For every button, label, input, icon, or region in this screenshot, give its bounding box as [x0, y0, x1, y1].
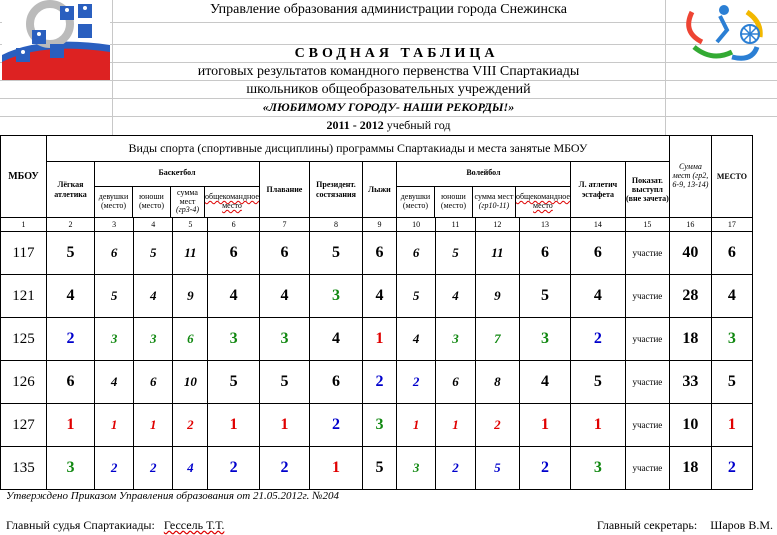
volleyball-boys-cell: 5 — [436, 232, 475, 275]
volleyball-girls-cell: 3 — [396, 447, 435, 490]
volleyball-overall-cell: 4 — [520, 361, 571, 404]
school-cell: 135 — [1, 447, 47, 490]
index-cell: 2 — [47, 218, 95, 232]
basketball-sum-cell: 9 — [173, 275, 208, 318]
place-cell: 5 — [711, 361, 752, 404]
demo-cell: участие — [625, 361, 669, 404]
volleyball-boys-cell: 4 — [436, 275, 475, 318]
col-swimming-header: Плавание — [259, 162, 309, 218]
skiing-cell: 5 — [362, 447, 396, 490]
table-row — [1, 318, 753, 361]
place-cell: 2 — [711, 447, 752, 490]
col-mbou-header: МБОУ — [1, 136, 47, 218]
skiing-cell: 3 — [362, 404, 396, 447]
demo-cell: участие — [625, 232, 669, 275]
index-row — [1, 218, 753, 232]
demo-cell: участие — [625, 318, 669, 361]
sports-caption: Виды спорта (спортивные дисциплины) программы Спартакиады и места занятые МБОУ — [47, 136, 670, 162]
volleyball-girls-cell: 5 — [396, 275, 435, 318]
demo-cell: участие — [625, 404, 669, 447]
swimming-cell: 2 — [259, 447, 309, 490]
place-cell: 1 — [711, 404, 752, 447]
relay-cell: 3 — [570, 447, 625, 490]
index-cell: 14 — [570, 218, 625, 232]
index-cell: 11 — [436, 218, 475, 232]
volleyball-overall-cell: 1 — [520, 404, 571, 447]
athletics-cell: 4 — [47, 275, 95, 318]
volleyball-overall-cell: 3 — [520, 318, 571, 361]
sum-cell: 18 — [669, 447, 711, 490]
basketball-boys-cell: 6 — [134, 361, 173, 404]
col-relay-header: Л. атлетич эстафета — [570, 162, 625, 218]
index-cell: 8 — [309, 218, 362, 232]
volleyball-girls-cell: 2 — [396, 361, 435, 404]
presidential-cell: 3 — [309, 275, 362, 318]
index-cell: 15 — [625, 218, 669, 232]
sum-cell: 33 — [669, 361, 711, 404]
index-cell: 9 — [362, 218, 396, 232]
basketball-sum-header: сумма мест (гр3-4) — [171, 187, 205, 217]
basketball-overall-cell: 3 — [208, 318, 260, 361]
school-cell: 125 — [1, 318, 47, 361]
place-cell: 3 — [711, 318, 752, 361]
table-row — [1, 275, 753, 318]
presidential-cell: 5 — [309, 232, 362, 275]
basketball-sum-cell: 4 — [173, 447, 208, 490]
document-subtitle-2: школьников общеобразовательных учреждений — [246, 82, 531, 97]
volleyball-boys-cell: 6 — [436, 361, 475, 404]
swimming-cell: 5 — [259, 361, 309, 404]
volleyball-boys-cell: 3 — [436, 318, 475, 361]
volleyball-sum-cell: 2 — [475, 404, 520, 447]
col-demo-header: Показат. выступл (вне зачета) — [625, 162, 669, 218]
table-row — [1, 232, 753, 275]
volleyball-sum-cell: 5 — [475, 447, 520, 490]
volleyball-overall-cell: 5 — [520, 275, 571, 318]
col-skiing-header: Лыжи — [362, 162, 396, 218]
sum-cell: 18 — [669, 318, 711, 361]
index-cell: 3 — [95, 218, 134, 232]
volleyball-boys-cell: 2 — [436, 447, 475, 490]
demo-cell: участие — [625, 275, 669, 318]
basketball-girls-cell: 4 — [95, 361, 134, 404]
sum-cell: 40 — [669, 232, 711, 275]
presidential-cell: 2 — [309, 404, 362, 447]
chief-secretary-name: Шаров В.М. — [710, 518, 773, 532]
athletics-cell: 1 — [47, 404, 95, 447]
place-cell: 4 — [711, 275, 752, 318]
table-row — [1, 447, 753, 490]
basketball-overall-cell: 2 — [208, 447, 260, 490]
swimming-cell: 3 — [259, 318, 309, 361]
basketball-girls-header: девушки (место) — [95, 187, 133, 217]
sum-cell: 28 — [669, 275, 711, 318]
school-cell: 121 — [1, 275, 47, 318]
table-row — [1, 404, 753, 447]
department-name: Управление образования администрации города Снежинска — [210, 2, 567, 17]
index-cell: 1 — [1, 218, 47, 232]
school-cell: 126 — [1, 361, 47, 404]
index-cell: 6 — [208, 218, 260, 232]
academic-year-label: учебный год — [383, 118, 451, 132]
swimming-cell: 6 — [259, 232, 309, 275]
basketball-overall-header: общекомандное место — [205, 192, 259, 210]
athletics-cell: 5 — [47, 232, 95, 275]
volleyball-sum-cell: 8 — [475, 361, 520, 404]
presidential-cell: 6 — [309, 361, 362, 404]
chief-secretary — [597, 518, 773, 533]
basketball-boys-header: юноши (место) — [133, 187, 171, 217]
swimming-cell: 1 — [259, 404, 309, 447]
academic-year-range: 2011 - 2012 — [326, 118, 384, 132]
chief-judge-label: Главный судья Спартакиады: — [6, 518, 155, 532]
athletics-cell: 2 — [47, 318, 95, 361]
index-cell: 16 — [669, 218, 711, 232]
basketball-boys-cell: 4 — [134, 275, 173, 318]
chief-secretary-label: Главный секретарь: — [596, 518, 698, 532]
basketball-overall-cell: 1 — [208, 404, 260, 447]
swimming-cell: 4 — [259, 275, 309, 318]
volleyball-sum-cell: 9 — [475, 275, 520, 318]
basketball-girls-cell: 1 — [95, 404, 134, 447]
col-place-header: МЕСТО — [711, 136, 752, 218]
athletics-cell: 3 — [47, 447, 95, 490]
place-cell: 6 — [711, 232, 752, 275]
presidential-cell: 1 — [309, 447, 362, 490]
skiing-cell: 1 — [362, 318, 396, 361]
basketball-girls-cell: 5 — [95, 275, 134, 318]
chief-judge — [6, 518, 224, 533]
basketball-boys-cell: 2 — [134, 447, 173, 490]
presidential-cell: 4 — [309, 318, 362, 361]
approval-note: Утверждено Приказом Управления образования от 21.05.2012г. №204 — [6, 490, 339, 502]
index-cell: 10 — [396, 218, 435, 232]
volleyball-sum-cell: 11 — [475, 232, 520, 275]
demo-cell: участие — [625, 447, 669, 490]
skiing-cell: 4 — [362, 275, 396, 318]
col-volleyball-group: Волейбол девушки (место) юноши (место) сумма мест (гр10-11) общекомандное место — [396, 162, 570, 218]
relay-cell: 6 — [570, 232, 625, 275]
volleyball-sum-cell: 7 — [475, 318, 520, 361]
index-cell: 4 — [134, 218, 173, 232]
volleyball-overall-cell: 6 — [520, 232, 571, 275]
basketball-girls-cell: 3 — [95, 318, 134, 361]
volleyball-boys-header: юноши (место) — [435, 187, 473, 217]
volleyball-girls-cell: 4 — [396, 318, 435, 361]
basketball-sum-cell: 6 — [173, 318, 208, 361]
col-sum-header: Сумма мест (гр2, 6-9, 13-14) — [669, 136, 711, 218]
relay-cell: 1 — [570, 404, 625, 447]
basketball-sum-cell: 10 — [173, 361, 208, 404]
index-cell: 12 — [475, 218, 520, 232]
table-row — [1, 361, 753, 404]
school-cell: 127 — [1, 404, 47, 447]
col-presidential-header: Президент. состязания — [309, 162, 362, 218]
volleyball-overall-cell: 2 — [520, 447, 571, 490]
volleyball-girls-cell: 1 — [396, 404, 435, 447]
school-cell: 117 — [1, 232, 47, 275]
relay-cell: 4 — [570, 275, 625, 318]
basketball-boys-cell: 1 — [134, 404, 173, 447]
chief-judge-name: Гессель Т.Т. — [163, 518, 225, 532]
index-cell: 5 — [173, 218, 208, 232]
basketball-sum-cell: 2 — [173, 404, 208, 447]
relay-cell: 2 — [570, 318, 625, 361]
volleyball-overall-header: общекомандное место — [515, 192, 570, 210]
index-cell: 13 — [520, 218, 571, 232]
skiing-cell: 2 — [362, 361, 396, 404]
volleyball-girls-cell: 6 — [396, 232, 435, 275]
results-table — [0, 135, 753, 490]
skiing-cell: 6 — [362, 232, 396, 275]
academic-year — [0, 118, 777, 133]
basketball-girls-cell: 2 — [95, 447, 134, 490]
relay-cell: 5 — [570, 361, 625, 404]
sum-cell: 10 — [669, 404, 711, 447]
basketball-overall-cell: 5 — [208, 361, 260, 404]
motto: «ЛЮБИМОМУ ГОРОДУ- НАШИ РЕКОРДЫ!» — [262, 100, 515, 114]
basketball-boys-cell: 5 — [134, 232, 173, 275]
col-athletics-header: Лёгкая атлетика — [47, 162, 95, 218]
index-cell: 7 — [259, 218, 309, 232]
col-basketball-group: Баскетбол девушки (место) юноши (место) сумма мест (гр3-4) общекомандное место — [95, 162, 260, 218]
basketball-sum-cell: 11 — [173, 232, 208, 275]
athletics-cell: 6 — [47, 361, 95, 404]
document-title: СВОДНАЯ ТАБЛИЦА — [294, 46, 499, 61]
document-subtitle-1: итоговых результатов командного первенства VIII Спартакиады — [197, 64, 580, 79]
volleyball-boys-cell: 1 — [436, 404, 475, 447]
basketball-boys-cell: 3 — [134, 318, 173, 361]
volleyball-girls-header: девушки (место) — [397, 187, 435, 217]
basketball-overall-cell: 4 — [208, 275, 260, 318]
basketball-girls-cell: 6 — [95, 232, 134, 275]
basketball-overall-cell: 6 — [208, 232, 260, 275]
volleyball-sum-header: сумма мест (гр10-11) — [473, 187, 516, 217]
index-cell: 17 — [711, 218, 752, 232]
